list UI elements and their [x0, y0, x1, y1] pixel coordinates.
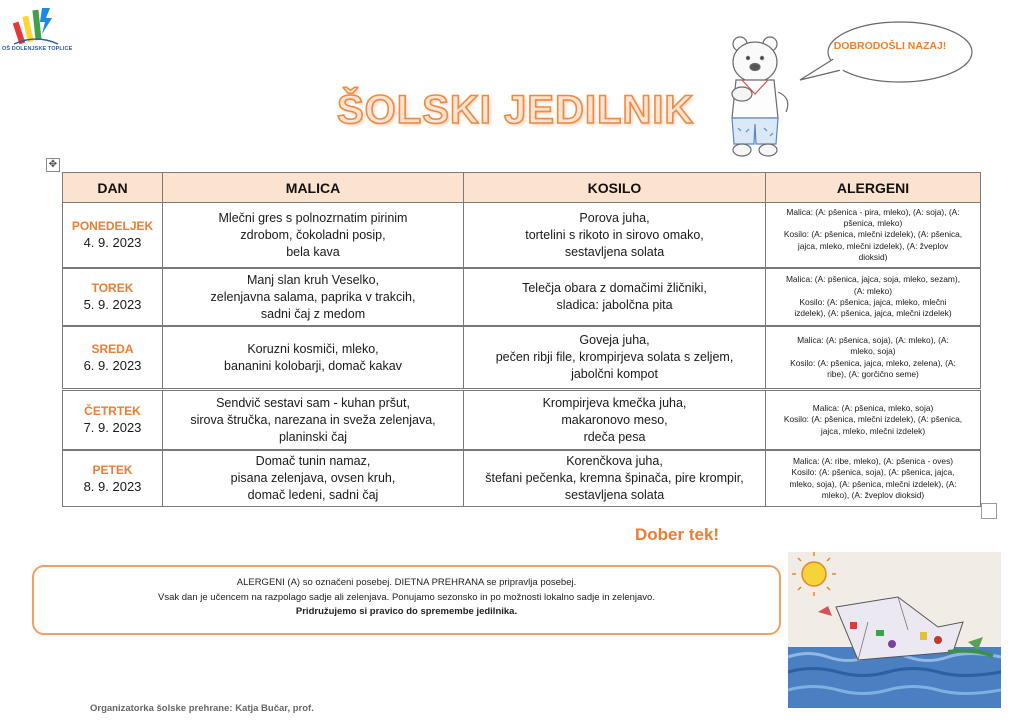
day-date: 7. 9. 2023: [83, 420, 142, 435]
day-date: 8. 9. 2023: [83, 478, 142, 494]
day-cell: [63, 203, 163, 269]
table-header-row: [63, 173, 981, 203]
menu-table: [62, 172, 981, 507]
meal-line: Manj slan kruh Veselko,: [246, 272, 379, 287]
meal-line: planinski čaj: [278, 429, 348, 444]
allergen-line: pšenica, mleko): [843, 218, 903, 229]
notice-line-bold: Pridružujemo si pravico do spremembe jedilnika.: [295, 606, 518, 617]
allergen-line: Malica: (A: pšenica, soja), (A: mleko), (A:: [797, 334, 949, 345]
meal-line: Goveja juha,: [579, 333, 650, 347]
day-name: PONEDELJEK: [71, 219, 154, 233]
table-move-handle-icon[interactable]: ✥: [46, 158, 60, 172]
allergen-line: ribe), (A: gorčično seme): [827, 368, 919, 379]
meal-line: Koruzni kosmiči, mleko,: [247, 341, 379, 356]
table-row: [63, 390, 981, 451]
allergen-line: jajca, mleko, mlečni izdelek), (A: žveplov: [797, 240, 949, 251]
allergen-line: (A: mleko): [853, 285, 893, 296]
allergen-line: Kosilo: (A: pšenica, jajca, mleko, mlečni: [799, 297, 947, 307]
allergen-line: mleko), (A: žveplov dioksid): [821, 489, 925, 500]
header-alergeni: ALERGENI: [766, 173, 981, 203]
meal-line: bela kava: [286, 244, 340, 259]
meal-line: sadni čaj z medom: [260, 306, 366, 321]
header-dan: DAN: [63, 173, 163, 203]
day-date: 6. 9. 2023: [83, 357, 142, 373]
kosilo-cell: [464, 268, 766, 326]
kosilo-cell: [464, 450, 766, 507]
day-cell: [63, 326, 163, 390]
header-malica: MALICA: [163, 173, 464, 203]
malica-cell: [163, 450, 464, 507]
table-row: [63, 203, 981, 269]
meal-line: sladica: jabolčna pita: [556, 298, 673, 312]
allergen-line: izdelek), (A: pšenica, jajca, mlečni izdelek): [794, 308, 952, 319]
allergen-line: jajca, mleko, mlečni izdelek): [820, 425, 926, 436]
day-cell: [63, 268, 163, 326]
meal-line: domač ledeni, sadni čaj: [247, 488, 379, 502]
allergen-line: mleko, soja): [850, 346, 896, 357]
kosilo-cell: [464, 326, 766, 390]
malica-cell: [163, 203, 464, 269]
logo-text: OŠ DOLENJSKE TOPLICE: [2, 46, 73, 52]
meal-line: štefani pečenka, kremna špinača, pire krompir,: [485, 471, 744, 485]
allergen-line: dioksid): [858, 251, 888, 262]
day-date: 4. 9. 2023: [83, 235, 142, 250]
allergen-line: Kosilo: (A: pšenica, jajca, mleko, zelena), (A:: [790, 357, 956, 368]
meal-line: Domač tunin namaz,: [255, 454, 371, 468]
allergen-line: Malica: (A: ribe, mleko), (A: pšenica - oves): [792, 455, 954, 466]
malica-cell: [163, 326, 464, 390]
meal-line: zelenjavna salama, paprika v trakcih,: [210, 289, 416, 304]
table-row: [63, 450, 981, 507]
day-date: 5. 9. 2023: [83, 297, 142, 312]
day-name: TOREK: [91, 281, 134, 295]
meal-line: Porova juha,: [579, 210, 650, 225]
meal-line: makaronovo meso,: [561, 412, 668, 427]
meal-line: sirova štručka, narezana in sveža zelenjava,: [190, 412, 436, 427]
dober-tek-text: Dober tek!: [635, 525, 720, 544]
boat-drawing-illustration: [788, 552, 1001, 708]
table-row: [63, 268, 981, 326]
kosilo-cell: [464, 390, 766, 451]
footer-author: Organizatorka šolske prehrane: Katja Bučar, prof.: [90, 703, 314, 714]
day-cell: [63, 390, 163, 451]
meal-line: jabolčni kompot: [571, 367, 658, 381]
table-row: [63, 326, 981, 390]
meal-line: Mlečni gres s polnozrnatim pirinim: [218, 210, 408, 225]
allergen-line: mleko, soja), (A: pšenica, mlečni izdelek), (A:: [789, 478, 957, 489]
page-title: ŠOLSKI JEDILNIK: [337, 88, 695, 132]
day-name: ČETRTEK: [84, 404, 141, 418]
meal-line: pečen ribji file, krompirjeva solata s zeljem,: [495, 350, 734, 364]
allergen-line: Malica: (A: pšenica, jajca, soja, mleko, sezam),: [785, 274, 961, 285]
bear-chef-illustration: [712, 32, 802, 162]
meal-line: rdeča pesa: [583, 429, 646, 444]
notice-box: [32, 565, 781, 635]
alergeni-cell: [766, 450, 981, 507]
alergeni-cell: [766, 203, 981, 269]
speech-bubble-text: DOBRODOŠLI NAZAJ!: [833, 40, 947, 52]
allergen-line: Malica: (A: pšenica, mleko, soja): [812, 403, 934, 414]
meal-line: Telečja obara z domačimi žličniki,: [522, 281, 707, 295]
meal-line: pisana zelenjava, ovsen kruh,: [230, 471, 396, 485]
meal-line: sestavljena solata: [564, 488, 665, 502]
table-resize-handle[interactable]: [981, 503, 997, 519]
alergeni-cell: [766, 326, 981, 390]
meal-line: Korenčkova juha,: [566, 454, 663, 468]
allergen-line: Kosilo: (A: pšenica, soja), (A: pšenica, jajca,: [791, 467, 955, 478]
day-name: SREDA: [91, 341, 134, 356]
malica-cell: [163, 390, 464, 451]
meal-line: tortelini s rikoto in sirovo omako,: [525, 227, 704, 242]
meal-line: zdrobom, čokoladni posip,: [240, 227, 386, 242]
notice-line: ALERGENI (A) so označeni posebej. DIETNA PREHRANA se pripravlja posebej.: [236, 577, 577, 588]
malica-cell: [163, 268, 464, 326]
day-name: PETEK: [92, 462, 133, 477]
allergen-line: Kosilo: (A: pšenica, mlečni izdelek), (A: pšenica,: [783, 414, 963, 425]
alergeni-cell: [766, 390, 981, 451]
allergen-line: Malica: (A: pšenica - pira, mleko), (A: soja), (A:: [786, 206, 960, 217]
meal-line: Krompirjeva kmečka juha,: [542, 395, 687, 410]
notice-line: Vsak dan je učencem na razpolago sadje ali zelenjava. Ponujamo sezonsko in po možnosti lokalno sadje in zelenjavo.: [158, 591, 655, 603]
kosilo-cell: [464, 203, 766, 269]
day-cell: [63, 450, 163, 507]
alergeni-cell: [766, 268, 981, 326]
header-kosilo: KOSILO: [464, 173, 766, 203]
meal-line: Sendvič sestavi sam - kuhan pršut,: [216, 395, 410, 410]
allergen-line: Kosilo: (A: pšenica, mlečni izdelek), (A: pšenica,: [783, 229, 963, 240]
meal-line: bananini kolobarji, domač kakav: [224, 358, 402, 373]
meal-line: sestavljena solata: [564, 244, 665, 259]
